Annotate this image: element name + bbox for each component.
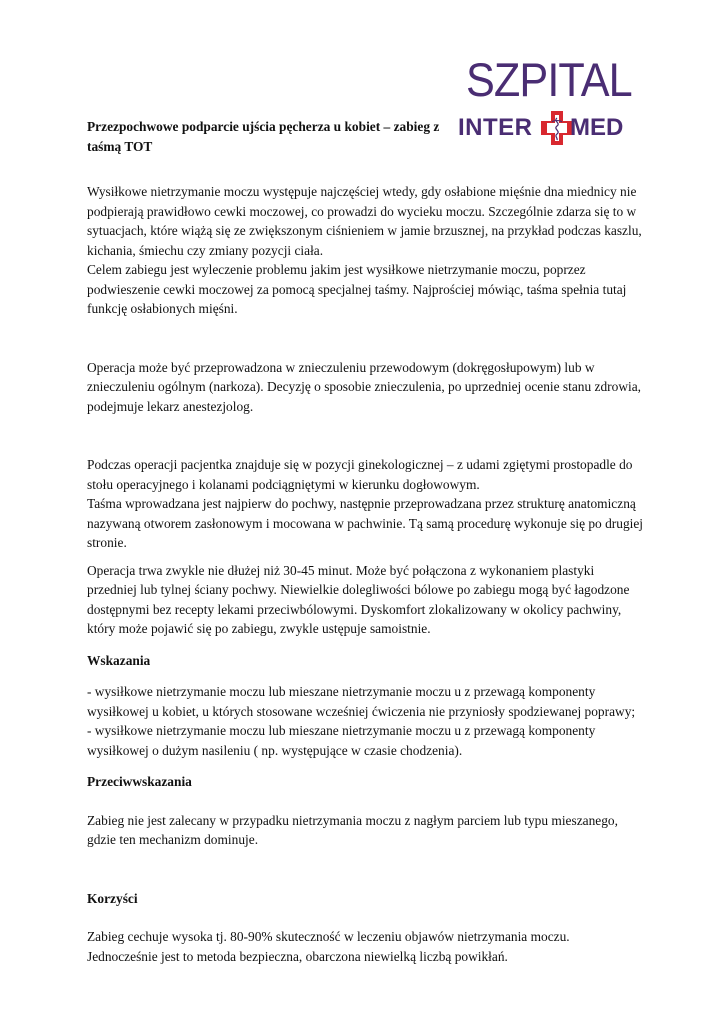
duration-paragraph: Operacja trwa zwykle nie dłużej niż 30-45 minut. Może być połączona z wykonaniem plastyki przedniej lub tylnej ściany pochwy. Niewielkie dolegliwości bólowe po zabiegu mogą być łagodzone dostępnymi bez recepty lekami przeciwbólowymi. Dyskomfort zlokalizowany w okolicy pachwiny, który może pojawić się po zabiegu, zwykle ustępuje samoistnie. — [87, 562, 630, 636]
logo-left-text: INTER — [458, 114, 533, 141]
document-title: Przezpochwowe podparcie ujścia pęcherza u kobiet – zabieg z taśmą TOT — [87, 119, 440, 154]
intro-paragraph-2: Celem zabiegu jest wyleczenie problemu jakim jest wysiłkowe nietrzymanie moczu, poprzez podwieszenie cewki moczowej za pomocą specjalnej taśmy. Najprościej mówiąc, taśma spełnia tutaj funkcję osłabionych mięśni. — [87, 262, 627, 316]
document-body — [87, 114, 647, 966]
indications-item-1: - wysiłkowe nietrzymanie moczu lub mieszane nietrzymanie moczu u z przewagą komponenty wysiłkowej u kobiet, u których stosowane wcześniej ćwiczenia nie przyniosły spodziewanej poprawy; — [87, 684, 636, 719]
logo-top-text: SZPITAL — [466, 53, 632, 106]
contraindications-heading: Przeciwwskazania — [87, 774, 192, 789]
benefits-paragraph-2: Jednocześnie jest to metoda bezpieczna, obarczona niewielką liczbą powikłań. — [87, 948, 508, 964]
contraindications-paragraph: Zabieg nie jest zalecany w przypadku nietrzymania moczu z nagłym parciem lub typu mieszanego, gdzie ten mechanizm dominuje. — [87, 812, 618, 847]
procedure-paragraph-1: Podczas operacji pacjentka znajduje się w pozycji ginekologicznej – z udami zgiętymi prostopadle do stołu operacyjnego i kolanami podciągniętymi w kierunku dogłowowym. — [87, 457, 633, 492]
logo-right-text: MED — [570, 114, 624, 141]
benefits-paragraph-1: Zabieg cechuje wysoka tj. 80-90% skuteczność w leczeniu objawów nietrzymania moczu. — [87, 929, 570, 944]
indications-item-2: - wysiłkowe nietrzymanie moczu lub mieszane nietrzymanie moczu u z przewagą komponenty wysiłkowej o dużym nasileniu ( np. występujące w czasie chodzenia). — [87, 723, 596, 758]
anesthesia-paragraph: Operacja może być przeprowadzona w znieczuleniu przewodowym (dokręgosłupowym) lub w znieczuleniu ogólnym (narkoza). Decyzję o sposobie znieczulenia, po uprzedniej ocenie stanu zdrowia, podejmuje lekarz anestezjolog. — [87, 359, 641, 414]
indications-heading: Wskazania — [87, 652, 151, 668]
procedure-paragraph-2: Taśma wprowadzana jest najpierw do pochwy, następnie przeprowadzana przez strukturę anatomiczną nazywaną otworem zasłonowym i mocowana w pachwinie. Tą samą procedurę wykonuje się po drugiej stronie. — [87, 496, 644, 550]
benefits-heading: Korzyści — [87, 890, 138, 906]
intro-paragraph-1: Wysiłkowe nietrzymanie moczu występuje najczęściej wtedy, gdy osłabione mięśnie dna miednicy nie podpierają prawidłowo cewki moczowej, co prowadzi do wycieku moczu. Szczególnie zdarza się to w sytuacjach, które wiążą się ze zwiększonym ciśnieniem w jamie brzusznej, na przykład podczas kaszlu, kichania, śmiechu czy zmiany pozycji ciała. — [87, 184, 642, 258]
